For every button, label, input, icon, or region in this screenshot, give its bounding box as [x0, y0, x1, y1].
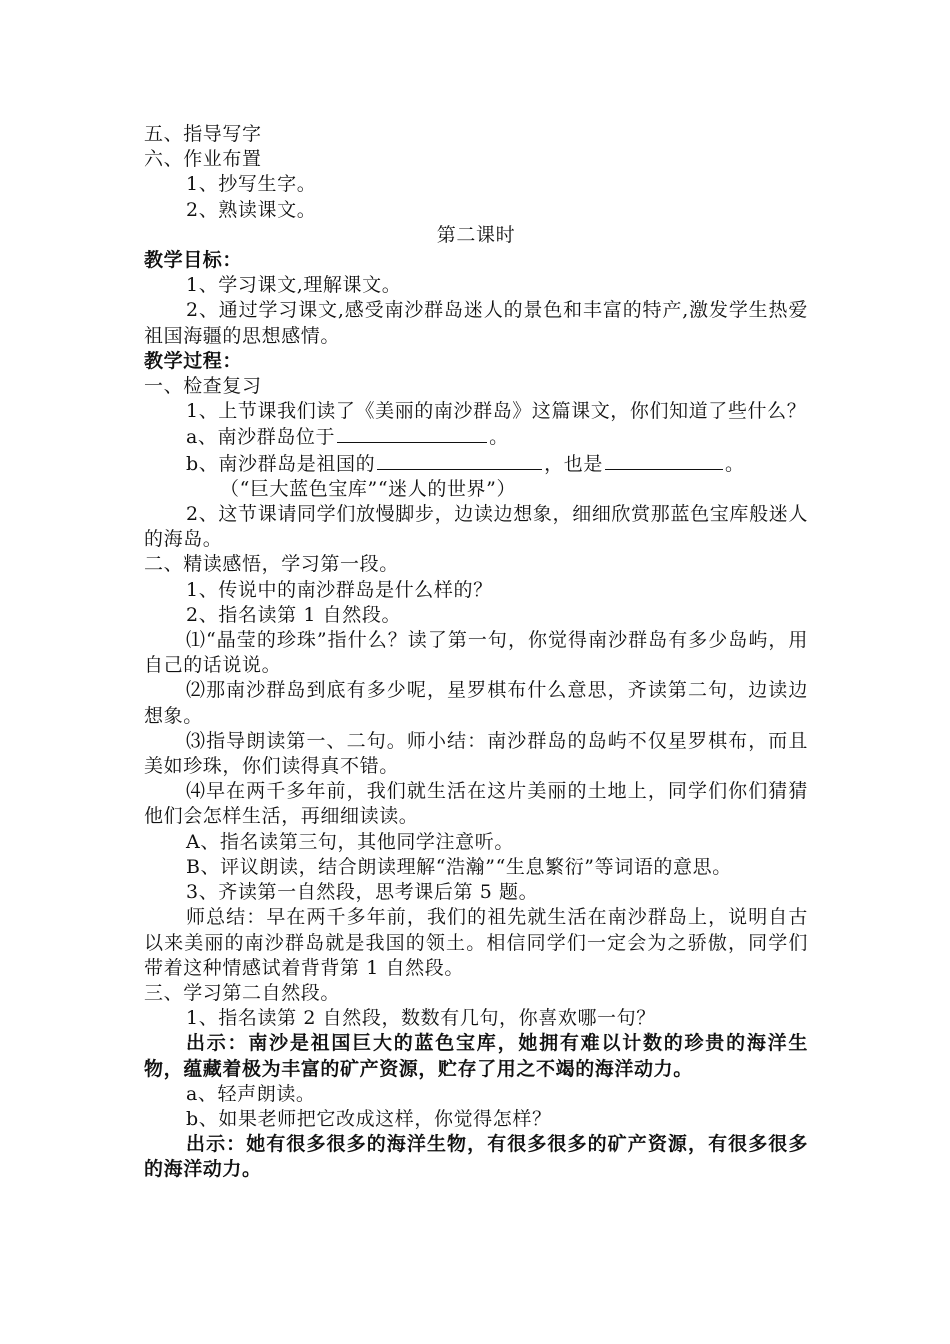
fill-blank-a-prefix: a、南沙群岛位于 — [186, 426, 336, 449]
section-five: 五、指导写字 — [144, 123, 262, 145]
section-two-sub-a: A、指名读第三句，其他同学注意听。 — [186, 830, 514, 853]
fill-blank-b-middle: ，也是 — [544, 452, 603, 475]
section-two-sub-3: ⑶指导朗读第一、二句。师小结：南沙群岛的岛屿不仅星罗棋布，而且美如珍珠，你们读得真不错。 — [144, 729, 808, 778]
fill-blank-b — [144, 451, 808, 477]
section-three-sub-b: b、如果老师把它改成这样，你觉得怎样？ — [186, 1107, 552, 1130]
blank-line — [605, 451, 723, 470]
section-two-item-3: 3、齐读第一自然段，思考课后第 5 题。 — [186, 881, 539, 904]
teacher-summary: 师总结：早在两千多年前，我们的祖先就生活在南沙群岛上，说明自古以来美丽的南沙群岛就是我国的领土。相信同学们一定会为之骄傲，同学们带着这种情感试着背背第 1 自然段。 — [144, 906, 808, 979]
review-question-1: 1、上节课我们读了《美丽的南沙群岛》这篇课文，你们知道了些什么？ — [186, 400, 807, 423]
display-sentence-2: 出示：她有很多很多的海洋生物，有很多很多的矿产资源，有很多很多的海洋动力。 — [144, 1133, 808, 1181]
display-sentence-1: 出示：南沙是祖国巨大的蓝色宝库，她拥有难以计数的珍贵的海洋生物，蕴藏着极为丰富的矿产资源，贮存了用之不竭的海洋动力。 — [144, 1032, 808, 1080]
section-two-title: 二、精读感悟，学习第一段。 — [144, 553, 399, 576]
answer-hint: （“巨大蓝色宝库”“迷人的世界”） — [220, 477, 517, 500]
homework-item-1: 1、抄写生字。 — [186, 173, 317, 196]
goal-item-1: 1、学习课文,理解课文。 — [186, 274, 402, 297]
section-two-item-1: 1、传说中的南沙群岛是什么样的？ — [186, 578, 493, 601]
homework-item-2: 2、熟读课文。 — [186, 198, 317, 221]
lesson-heading: 第二课时 — [436, 223, 516, 246]
fill-blank-b-suffix: 。 — [724, 452, 745, 475]
document-page — [144, 122, 808, 1183]
goal-title: 教学目标： — [144, 249, 243, 272]
section-three-sub-a: a、轻声朗读。 — [186, 1082, 316, 1105]
section-one-title: 一、检查复习 — [144, 375, 262, 398]
fill-blank-b-prefix: b、南沙群岛是祖国的 — [186, 452, 376, 475]
goal-item-2: 2、通过学习课文,感受南沙群岛迷人的景色和丰富的特产,激发学生热爱祖国海疆的思想感情。 — [144, 299, 808, 347]
section-two-sub-4: ⑷早在两千多年前，我们就生活在这片美丽的土地上，同学们你们猜猜他们会怎样生活，再细细读读。 — [144, 780, 808, 828]
section-three-title: 三、学习第二自然段。 — [144, 981, 341, 1004]
fill-blank-a-suffix: 。 — [489, 426, 509, 449]
section-two-sub-1: ⑴“晶莹的珍珠”指什么？读了第一句，你觉得南沙群岛有多少岛屿，用自己的话说说。 — [144, 629, 808, 677]
fill-blank-a — [144, 424, 808, 450]
section-two-item-2: 2、指名读第 1 自然段。 — [186, 603, 402, 626]
section-two-sub-2: ⑵那南沙群岛到底有多少呢，星罗棋布什么意思，齐读第二句，边读边想象。 — [144, 679, 808, 727]
section-three-item-1: 1、指名读第 2 自然段，数数有几句，你喜欢哪一句？ — [186, 1007, 656, 1030]
review-question-2: 2、这节课请同学们放慢脚步，边读边想象，细细欣赏那蓝色宝库般迷人的海岛。 — [144, 503, 808, 551]
section-six: 六、作业布置 — [144, 148, 262, 171]
process-title: 教学过程： — [144, 349, 243, 372]
blank-line — [377, 451, 542, 470]
blank-line — [337, 424, 487, 443]
section-two-sub-b: B、评议朗读，结合朗读理解“浩瀚”“生息繁衍”等词语的意思。 — [186, 855, 732, 878]
